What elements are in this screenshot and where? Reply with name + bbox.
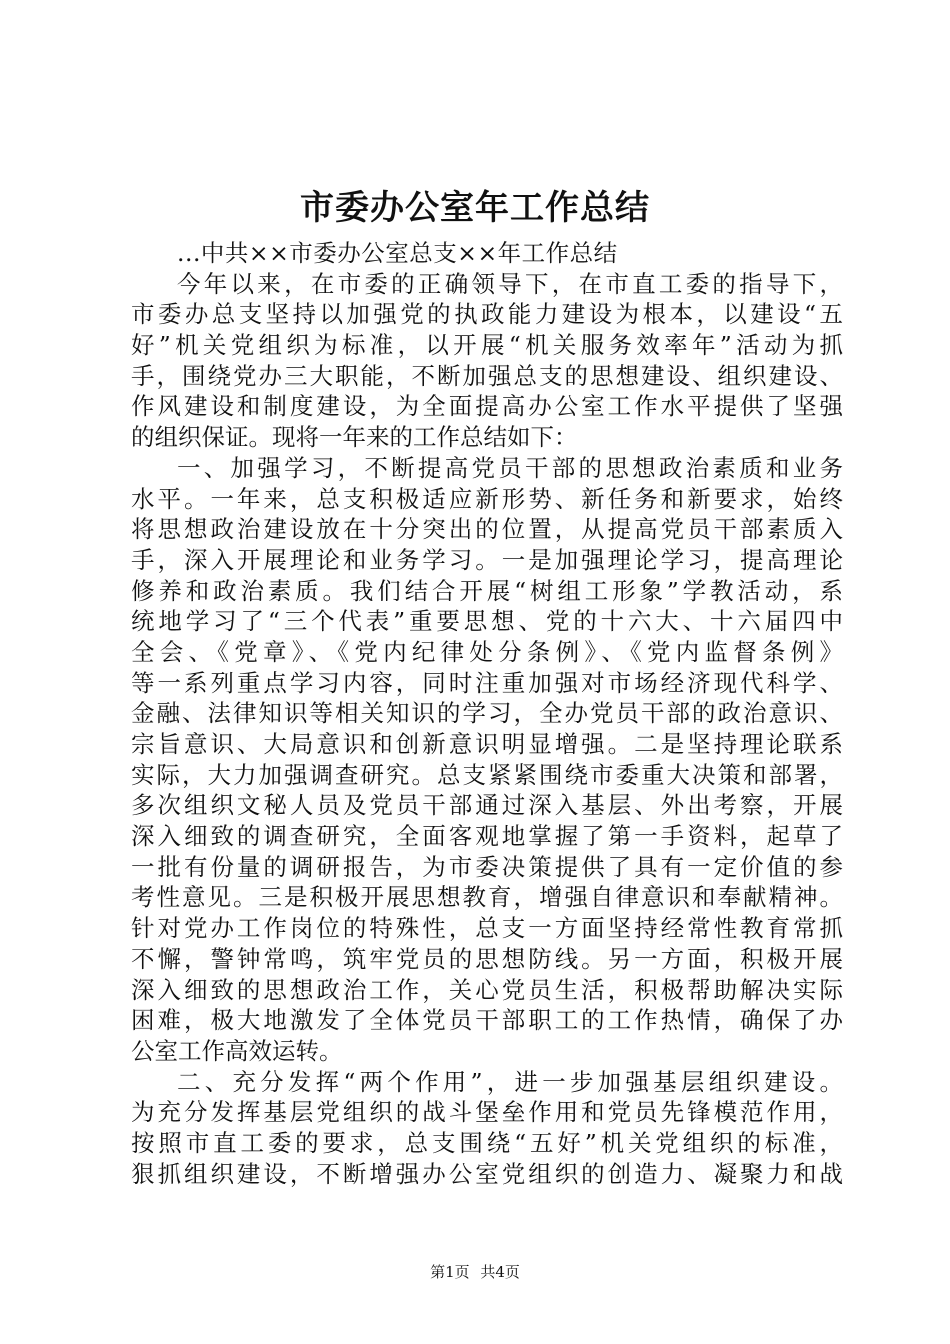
body-line: 狠抓组织建设，不断增强办公室党组织的创造力、凝聚力和战 (131, 1159, 843, 1188)
body-line: 实际，大力加强调查研究。总支紧紧围绕市委重大决策和部署， (131, 760, 843, 789)
body-line: 不懈，警钟常鸣，筑牢党员的思想防线。另一方面，积极开展 (131, 944, 843, 973)
body-line: 等一系列重点学习内容，同时注重加强对市场经济现代科学、 (131, 668, 843, 697)
body-line: 一批有份量的调研报告，为市委决策提供了具有一定价值的参 (131, 852, 843, 881)
page-total: 共4页 (480, 1263, 520, 1281)
body-line: 修养和政治素质。我们结合开展“树组工形象”学教活动，系 (131, 576, 843, 605)
body-line: 水平。一年来，总支积极适应新形势、新任务和新要求，始终 (131, 484, 843, 513)
body-line: 手，围绕党办三大职能，不断加强总支的思想建设、组织建设、 (131, 361, 843, 390)
body-line: 今年以来，在市委的正确领导下，在市直工委的指导下， (177, 269, 843, 298)
body-line: 困难，极大地激发了全体党员干部职工的工作热情，确保了办 (131, 1006, 843, 1035)
body-line: 金融、法律知识等相关知识的学习，全办党员干部的政治意识、 (131, 699, 843, 728)
body-line: 按照市直工委的要求，总支围绕“五好”机关党组织的标准， (131, 1128, 843, 1157)
body-line: 多次组织文秘人员及党员干部通过深入基层、外出考察，开展 (131, 791, 843, 820)
document-body (131, 238, 843, 1189)
page-number: 第1页 (430, 1263, 470, 1281)
body-line: 公室工作高效运转。 (131, 1036, 343, 1065)
document-title: 市委办公室年工作总结 (300, 188, 650, 228)
body-line: 全会、《党章》、《党内纪律处分条例》、《党内监督条例》 (131, 637, 843, 666)
body-line: 深入细致的调查研究，全面客观地掌握了第一手资料，起草了 (131, 822, 843, 851)
body-line: 考性意见。三是积极开展思想教育，增强自律意识和奉献精神。 (131, 883, 843, 912)
body-line: 好”机关党组织为标准，以开展“机关服务效率年”活动为抓 (131, 331, 843, 360)
body-line: 的组织保证。现将一年来的工作总结如下： (131, 423, 578, 452)
body-line: 宗旨意识、大局意识和创新意识明显增强。二是坚持理论联系 (131, 730, 843, 758)
body-line: 作风建设和制度建设，为全面提高办公室工作水平提供了坚强 (131, 392, 843, 421)
body-line: 为充分发挥基层党组织的战斗堡垒作用和党员先锋模范作用， (131, 1098, 843, 1127)
subtitle-line: ...中共××市委办公室总支××年工作总结 (177, 239, 618, 267)
body-line: 市委办总支坚持以加强党的执政能力建设为根本，以建设“五 (131, 300, 843, 329)
body-line: 深入细致的思想政治工作，关心党员生活，积极帮助解决实际 (131, 975, 843, 1004)
section-heading-line: 二、充分发挥“两个作用”，进一步加强基层组织建设。 (177, 1067, 843, 1096)
section-heading-line: 一、加强学习，不断提高党员干部的思想政治素质和业务 (177, 453, 843, 482)
body-line: 将思想政治建设放在十分突出的位置，从提高党员干部素质入 (131, 515, 843, 544)
body-line: 手，深入开展理论和业务学习。一是加强理论学习，提高理论 (131, 545, 843, 574)
page-footer (0, 1262, 950, 1282)
body-line: 针对党办工作岗位的特殊性，总支一方面坚持经常性教育常抓 (131, 914, 843, 943)
body-line: 统地学习了“三个代表”重要思想、党的十六大、十六届四中 (131, 607, 843, 636)
